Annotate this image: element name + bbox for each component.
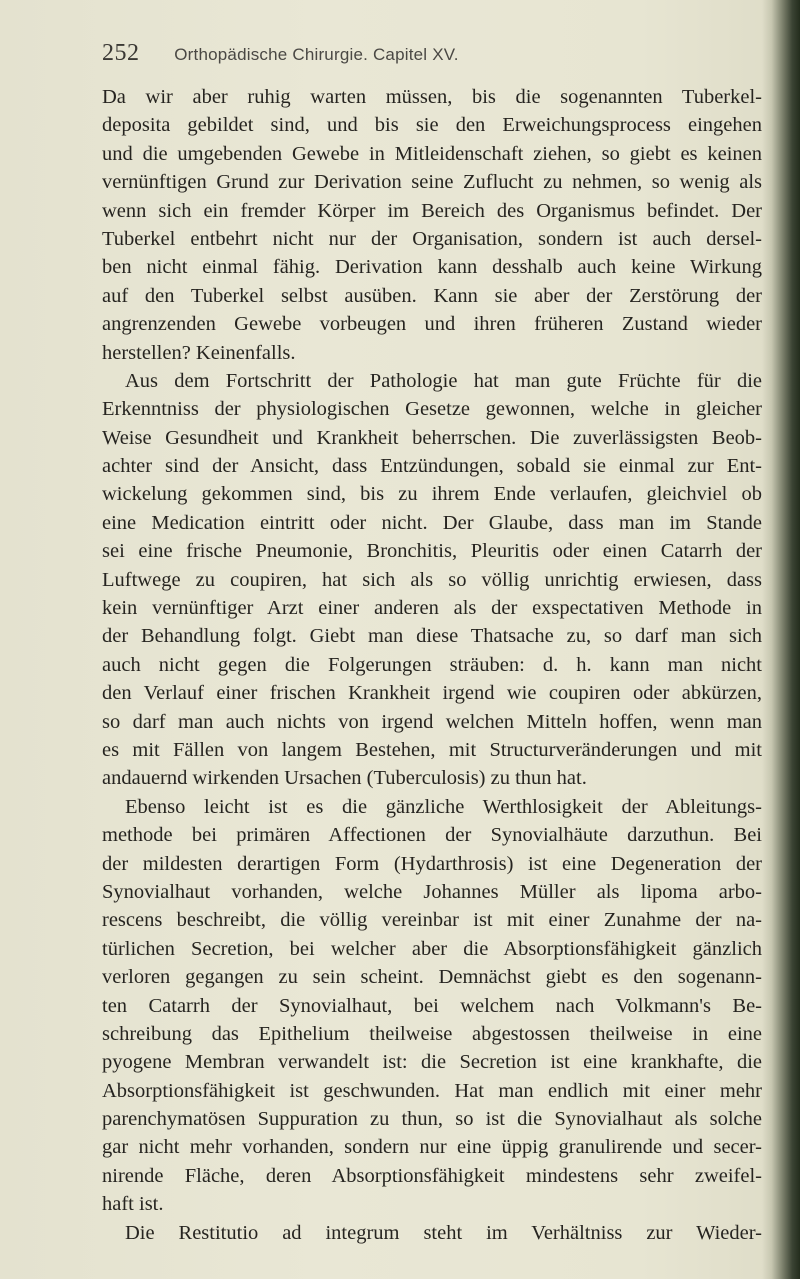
text-line: herstellen? Keinenfalls. bbox=[102, 341, 296, 364]
text-line: auf den Tuberkel selbst ausüben. Kann sie aber der Zerstörung der bbox=[102, 284, 762, 307]
text-line: Synovialhaut vorhanden, welche Johannes Müller als lipoma arbo- bbox=[102, 880, 762, 903]
text-line: andauernd wirkenden Ursachen (Tuberculosis) zu thun hat. bbox=[102, 767, 587, 790]
text-line: verloren gegangen zu sein scheint. Demnächst giebt es den sogenann- bbox=[102, 966, 762, 989]
text-line: wickelung gekommen sind, bis zu ihrem Ende verlaufen, gleichviel ob bbox=[102, 483, 762, 506]
text-line: so darf man auch nichts von irgend welchen Mitteln hoffen, wenn man bbox=[102, 710, 762, 733]
text-line: pyogene Membran verwandelt ist: die Secretion ist eine krankhafte, die bbox=[102, 1051, 762, 1074]
text-line: schreibung das Epithelium theilweise abgestossen theilweise in eine bbox=[102, 1022, 762, 1045]
text-line: Tuberkel entbehrt nicht nur der Organisation, sondern ist auch dersel- bbox=[102, 227, 762, 250]
text-line: der Behandlung folgt. Giebt man diese Thatsache zu, so darf man sich bbox=[102, 625, 762, 648]
paragraph-start-line: Aus dem Fortschritt der Pathologie hat man gute Früchte für die bbox=[125, 369, 762, 392]
text-line: Weise Gesundheit und Krankheit beherrschen. Die zuverlässigsten Beob- bbox=[102, 426, 762, 449]
text-line: nirende Fläche, deren Absorptionsfähigkeit mindestens sehr zweifel- bbox=[102, 1164, 762, 1187]
page-number: 252 bbox=[102, 40, 140, 66]
text-line: Da wir aber ruhig warten müssen, bis die sogenannten Tuberkel- bbox=[102, 86, 762, 108]
text-line: kein vernünftiger Arzt einer anderen als der exspectativen Methode in bbox=[102, 597, 762, 620]
text-line: deposita gebildet sind, und bis sie den Erweichungsprocess eingehen bbox=[102, 114, 762, 137]
text-line: und die umgebenden Gewebe in Mitleidenschaft ziehen, so giebt es keinen bbox=[102, 142, 762, 165]
text-line: vernünftigen Grund zur Derivation seine Zuflucht zu nehmen, so wenig als bbox=[102, 171, 762, 194]
text-line: methode bei primären Affectionen der Synovialhäute darzuthun. Bei bbox=[102, 824, 762, 847]
text-line: ten Catarrh der Synovialhaut, bei welchem nach Volkmann's Be- bbox=[102, 994, 762, 1017]
text-line: auch nicht gegen die Folgerungen sträuben: d. h. kann man nicht bbox=[102, 653, 762, 676]
running-head bbox=[102, 38, 762, 68]
text-line: es mit Fällen von langem Bestehen, mit Structurveränderungen und mit bbox=[102, 738, 762, 761]
text-line: den Verlauf einer frischen Krankheit irgend wie coupiren oder abkürzen, bbox=[102, 682, 762, 705]
text-line: der mildesten derartigen Form (Hydarthrosis) ist eine Degeneration der bbox=[102, 852, 762, 875]
body-text bbox=[102, 83, 762, 1247]
text-line: Luftwege zu coupiren, hat sich als so völlig unrichtig erwiesen, dass bbox=[102, 568, 762, 591]
running-title: Orthopädische Chirurgie. Capitel XV. bbox=[174, 45, 459, 64]
text-line: rescens beschreibt, die völlig vereinbar ist mit einer Zunahme der na- bbox=[102, 909, 762, 932]
text-line: Erkenntniss der physiologischen Gesetze gewonnen, welche in gleicher bbox=[102, 398, 762, 421]
text-line: ben nicht einmal fähig. Derivation kann desshalb auch keine Wirkung bbox=[102, 256, 762, 279]
text-line: parenchymatösen Suppuration zu thun, so ist die Synovialhaut als solche bbox=[102, 1108, 762, 1131]
text-line: Absorptionsfähigkeit ist geschwunden. Hat man endlich mit einer mehr bbox=[102, 1079, 762, 1102]
text-line: sei eine frische Pneumonie, Bronchitis, Pleuritis oder einen Catarrh der bbox=[102, 540, 762, 563]
page-binding-shadow bbox=[762, 0, 800, 1279]
text-line: gar nicht mehr vorhanden, sondern nur eine üppig granulirende und secer- bbox=[102, 1136, 762, 1159]
text-line: türlichen Secretion, bei welcher aber die Absorptionsfähigkeit gänzlich bbox=[102, 937, 762, 960]
text-line: eine Medication eintritt oder nicht. Der Glaube, dass man im Stande bbox=[102, 511, 762, 534]
text-line: wenn sich ein fremder Körper im Bereich des Organismus befindet. Der bbox=[102, 199, 762, 222]
paragraph-start-line: Die Restitutio ad integrum steht im Verhältniss zur Wieder- bbox=[125, 1221, 762, 1244]
text-line: haft ist. bbox=[102, 1193, 164, 1216]
paragraph-start-line: Ebenso leicht ist es die gänzliche Werthlosigkeit der Ableitungs- bbox=[125, 795, 762, 818]
text-line: achter sind der Ansicht, dass Entzündungen, sobald sie einmal zur Ent- bbox=[102, 455, 762, 478]
text-line: angrenzenden Gewebe vorbeugen und ihren früheren Zustand wieder bbox=[102, 313, 762, 336]
